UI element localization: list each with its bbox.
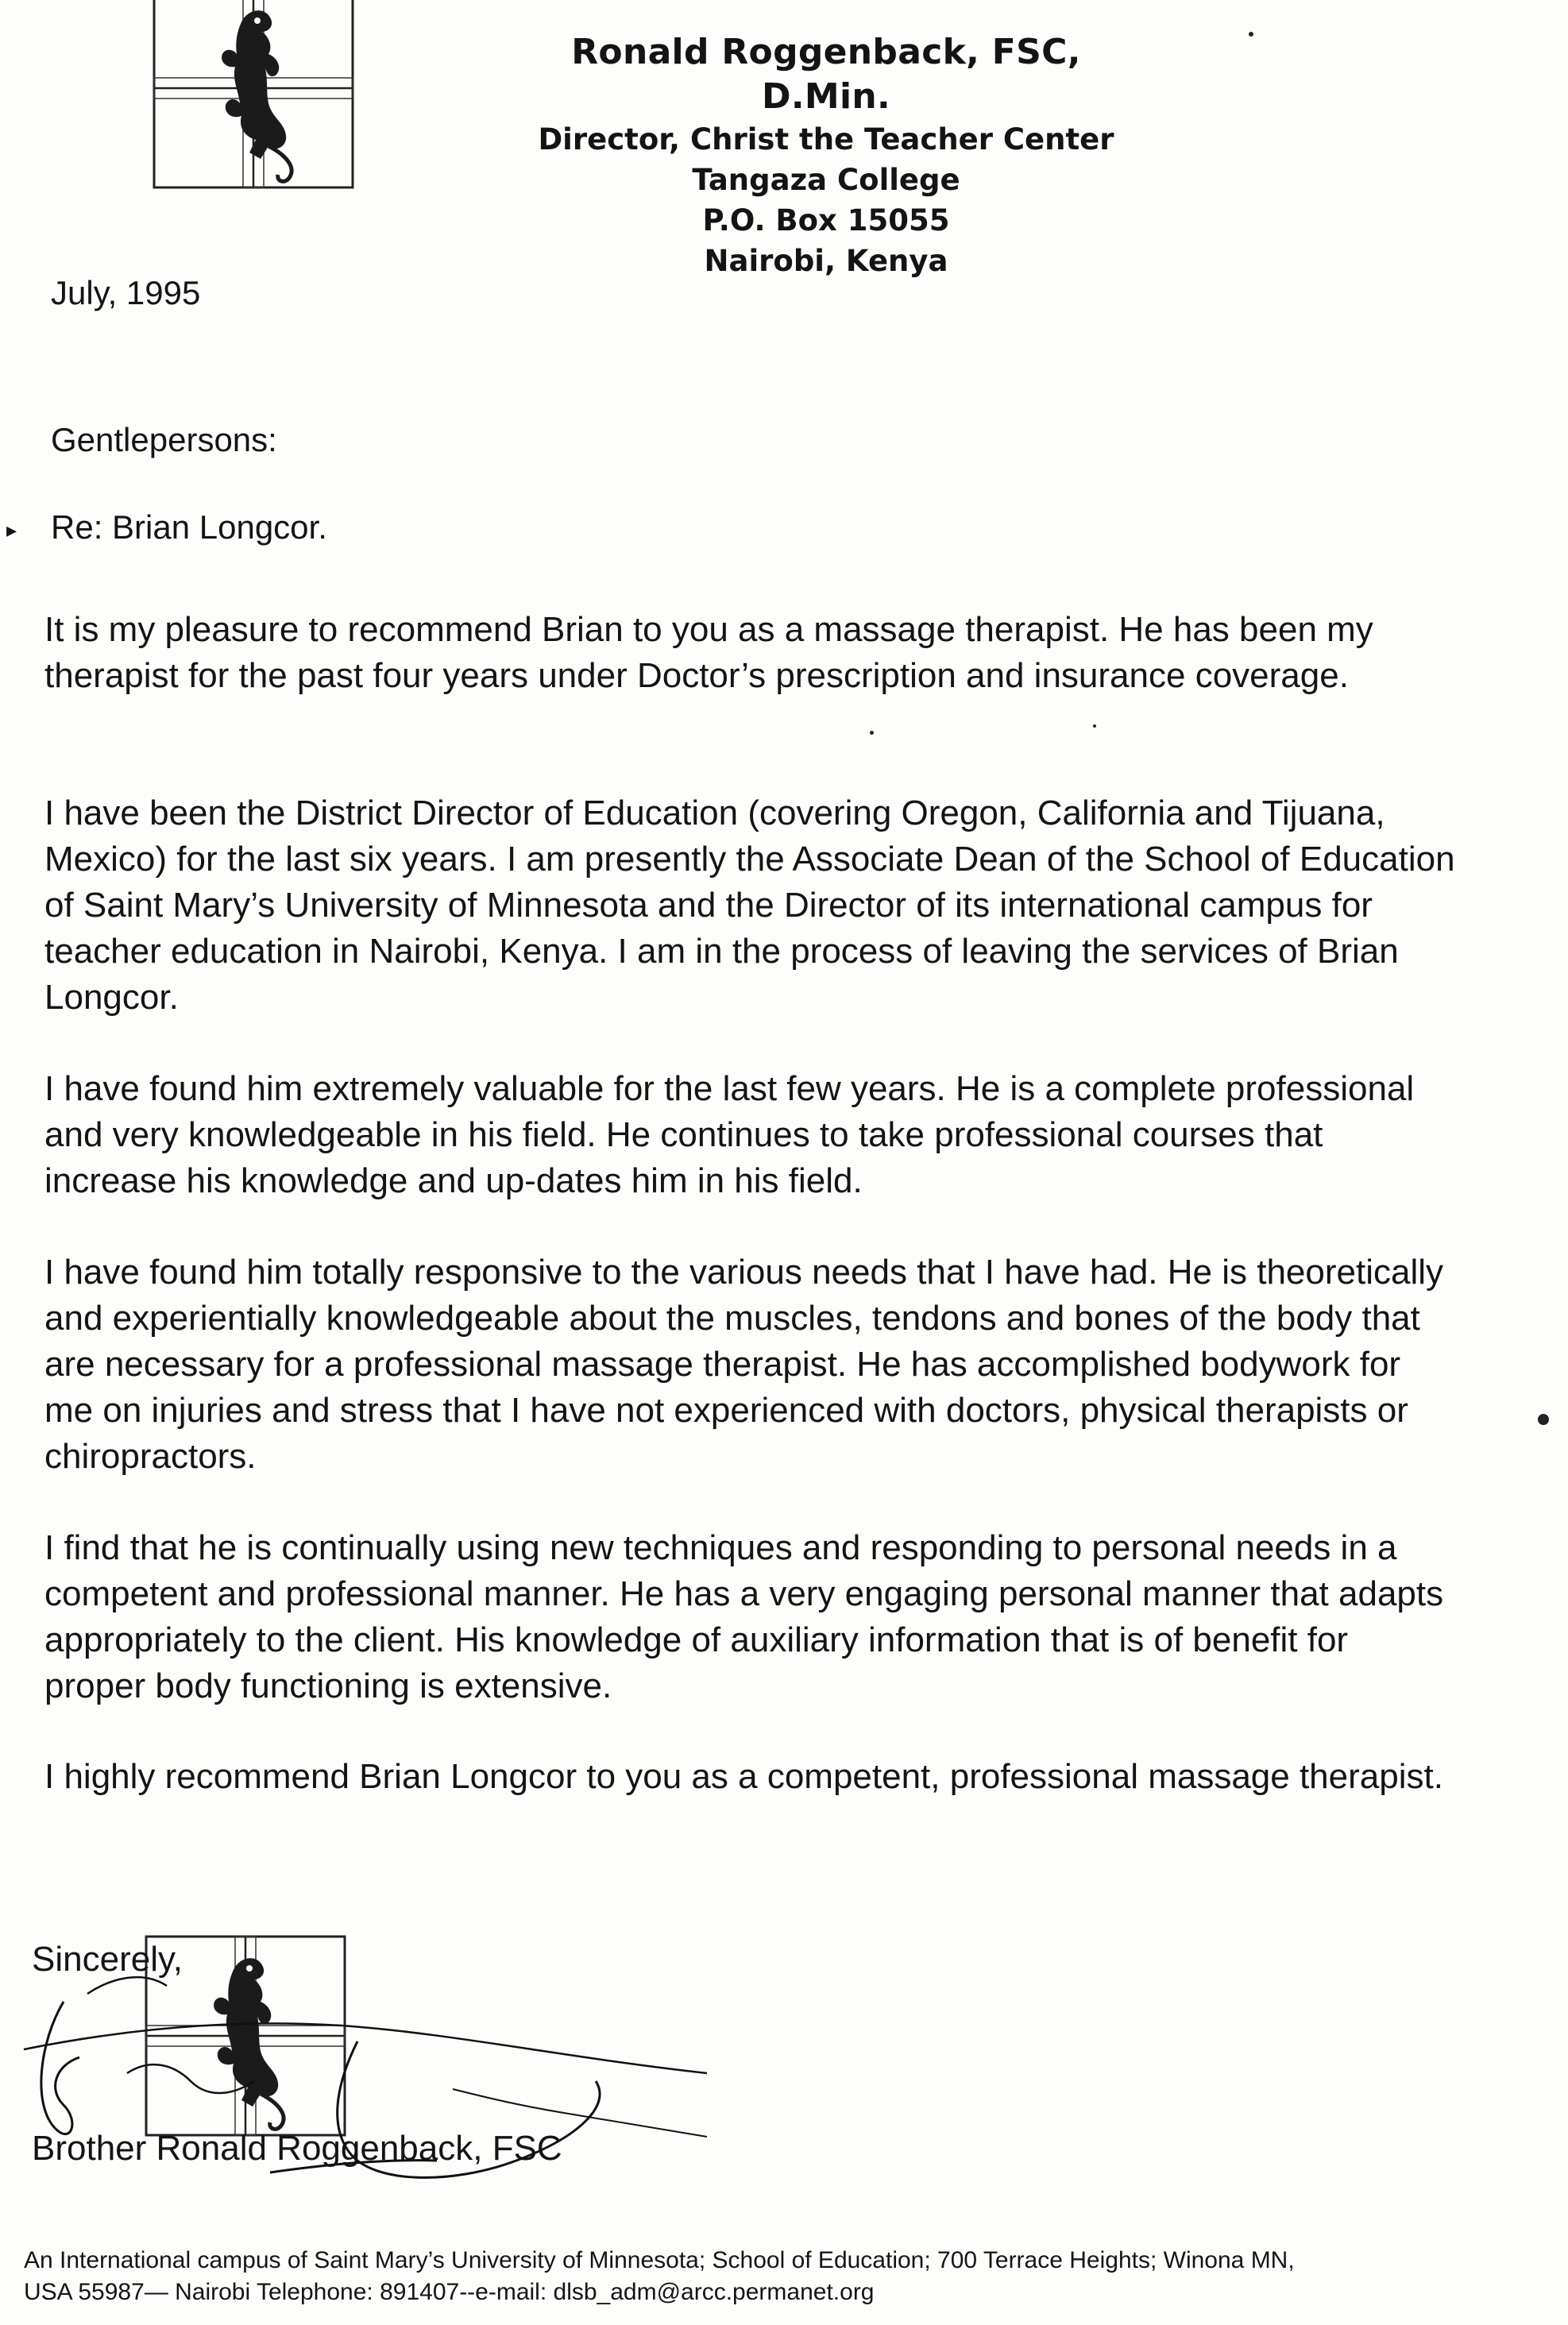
scan-speck [1538,1414,1549,1425]
signature-strokes [8,1946,723,2208]
letterhead-name: Ronald Roggenback, FSC, D.Min. [571,32,1081,117]
handwritten-signature [8,1946,723,2208]
footer-line-2: USA 55987— Nairobi Telephone: 891407--e-mail: dlsb_adm@arcc.permanet.org [24,2279,875,2305]
paragraph-3: I have found him extremely valuable for the last few years. He is a complete professional and very knowledgeable in his field. He continues to take professional courses that increase his knowledge and up-dates him in his field. [44,1069,1415,1200]
closing: Sincerely, [32,1940,183,1979]
re-line: Re: Brian Longcor. [51,508,327,546]
paragraph-1: It is my pleasure to recommend Brian to you as a massage therapist. He has been my therapist for the past four years under Doctor’s prescription and insurance coverage. [44,610,1373,695]
salutation: Gentlepersons: [51,421,277,458]
footer [24,2245,1533,2308]
letterhead [516,30,1136,281]
lion-crest-icon [149,0,357,192]
paragraph-5: I find that he is continually using new techniques and responding to personal needs in a competent and professional manner. He has a very engaging personal manner that adapts appropriately to the client. His knowledge of auxiliary information that is of benefit for proper body functioning is extensive. [44,1528,1444,1705]
paragraph-6: I highly recommend Brian Longcor to you as a competent, professional massage therapist. [44,1757,1443,1796]
letterhead-po-box: P.O. Box 15055 [702,203,950,238]
letter-date: July, 1995 [51,274,201,311]
paragraph-4: I have found him totally responsive to the various needs that I have had. He is theoretically and experientially knowledgeable about the muscles, tendons and bones of the body that are necessary for a professional massage therapist. He has accomplished bodywork for me on injuries and stress that I have not experienced with doctors, physical therapists or chiropractors. [44,1253,1444,1476]
lion-crest-graphic [149,0,357,192]
paragraph-2: I have been the District Director of Education (covering Oregon, California and Tijuana, Mexico) for the last six years. I am presently the Associate Dean of the School of Education of Saint Mary’s University of Minnesota and the Director of its international campus for teacher education in Nairobi, Kenya. I am in the process of leaving the services of Brian Longcor. [44,794,1455,1017]
scan-speck [870,731,874,735]
signer-name: Brother Ronald Roggenback, FSC [32,2129,562,2168]
scan-speck [1249,32,1253,37]
scan-speck [1093,724,1096,728]
letterhead-city: Nairobi, Kenya [704,244,948,278]
letterhead-college: Tangaza College [692,163,960,197]
footer-line-1: An International campus of Saint Mary’s University of Minnesota; School of Education; 700 Terrace Heights; Winona MN, [24,2247,1295,2273]
bullet-mark-icon: ▸ [6,518,17,542]
letterhead-title: Director, Christ the Teacher Center [538,122,1114,156]
